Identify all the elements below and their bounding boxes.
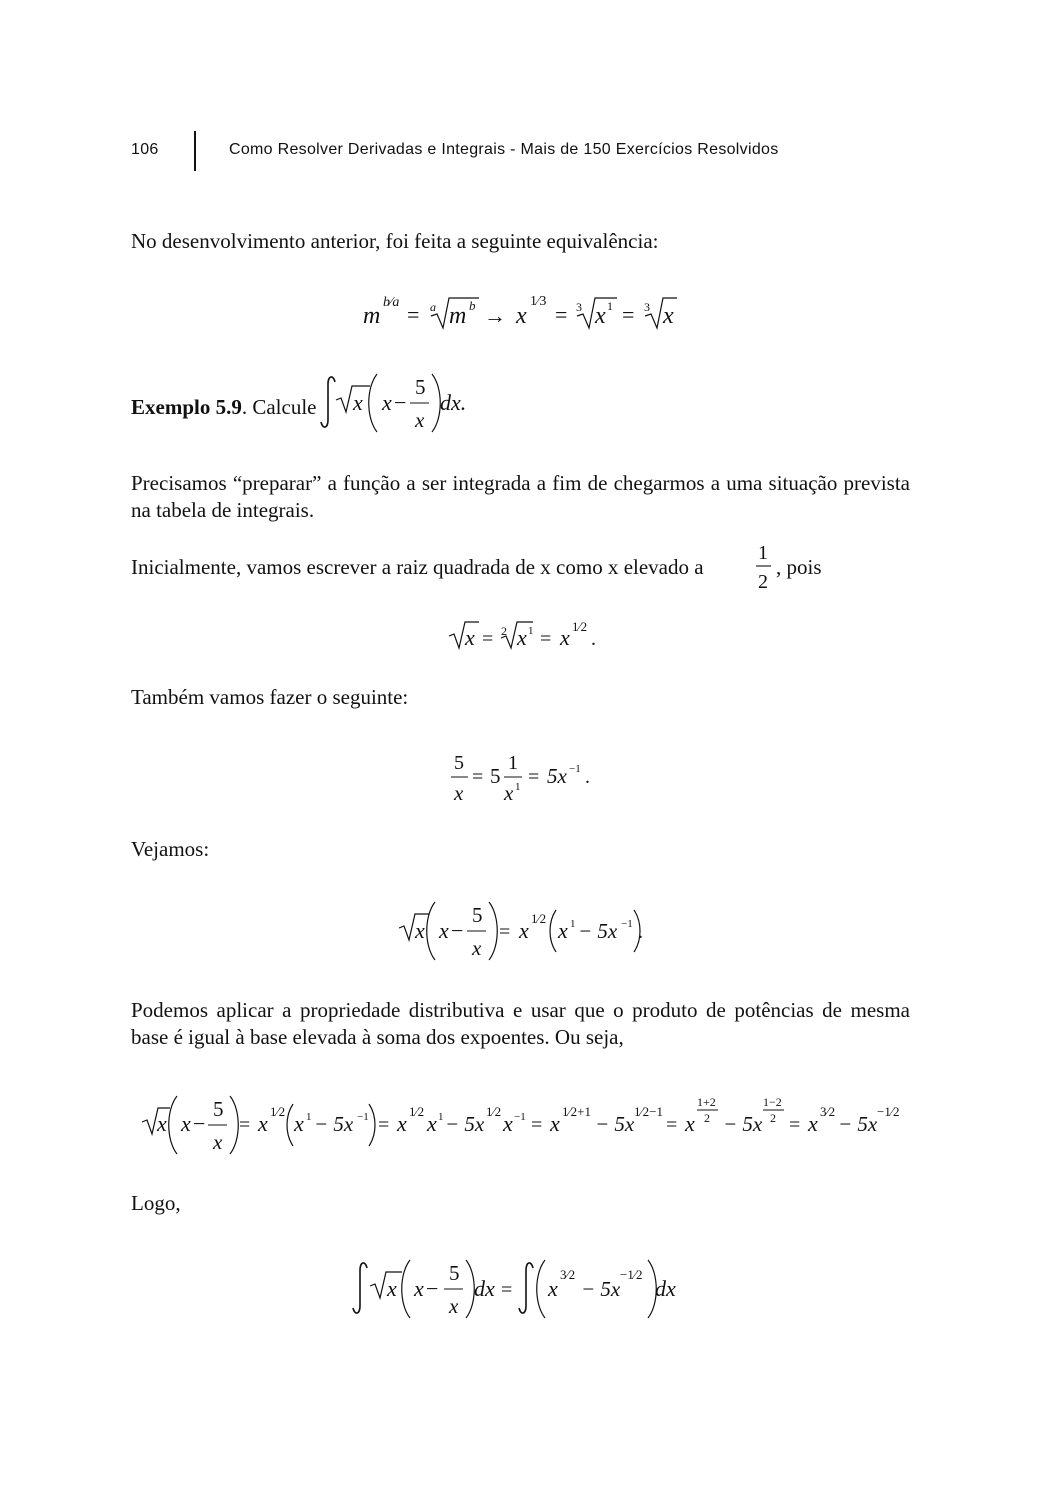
- equation-root-equivalence: [355, 284, 695, 336]
- eq6-minus: −: [426, 1276, 439, 1301]
- eq5-eq5: =: [789, 1114, 801, 1136]
- eq6-integral-2: [519, 1263, 533, 1313]
- eq1-arrow: →: [484, 303, 506, 328]
- eq3-num-5: 5: [454, 752, 464, 774]
- eq2-index-2: 2: [501, 624, 507, 638]
- eq3-den-x1: x: [504, 781, 514, 805]
- example-label: Exemplo 5.9: [131, 395, 242, 419]
- equation-distributive-expansion: [138, 1090, 910, 1160]
- eq5-x1-a: x: [294, 1111, 304, 1136]
- ex-x: x: [382, 390, 392, 415]
- eq4-x-half: x: [519, 918, 529, 943]
- eq4-x1: x: [558, 918, 568, 943]
- book-title: Como Resolver Derivadas e Integrais - Mais de 150 Exercícios Resolvidos: [229, 141, 779, 158]
- eq2-eq2: =: [540, 628, 552, 650]
- eq3-den-exp-1: 1: [515, 781, 521, 793]
- eq2-x3: x: [560, 625, 570, 650]
- eq6-rparen: [466, 1260, 474, 1318]
- eq4-lparen-2: [550, 910, 556, 952]
- eq1-exp-1: 1: [607, 299, 613, 313]
- eq2-eq1: =: [482, 628, 494, 650]
- eq5-num-5: 5: [213, 1097, 224, 1121]
- eq3-num-1: 1: [508, 752, 518, 774]
- eq1-x2: x: [595, 303, 606, 329]
- eq3-exp-neg1: −1: [569, 763, 581, 775]
- eq4-minus: −: [451, 918, 464, 943]
- eq4-minus-5x: − 5x: [578, 919, 618, 943]
- eq5-x: x: [181, 1111, 191, 1136]
- ex-rparen: [432, 374, 440, 432]
- eq6-integral-1: [353, 1263, 367, 1313]
- eq5-rparen-2: [369, 1104, 375, 1146]
- eq5-minus-5x-d: − 5x: [723, 1112, 763, 1136]
- eq6-den-x: x: [449, 1294, 459, 1318]
- eq1-m2: m: [449, 303, 467, 329]
- eq5-rparen: [230, 1096, 238, 1154]
- eq5-exp-1minus2: 1−2: [763, 1095, 782, 1109]
- eq4-exp-neg1: −1: [621, 918, 633, 930]
- paragraph-distributive: Podemos aplicar a propriedade distributiva e usar que o produto de potências de mesma base é igual à base elevada à soma dos expoentes. Ou seja,: [131, 998, 910, 1049]
- eq5-exp-half-plus1: 1⁄2+1: [562, 1104, 592, 1119]
- page-number: 106: [131, 141, 159, 158]
- eq5-x-c: x: [503, 1111, 513, 1136]
- eq2-x1: x: [465, 625, 475, 650]
- eq1-exp-b: b: [469, 298, 476, 313]
- eq6-dx-1: dx: [474, 1276, 495, 1301]
- eq5-exp-half-a: 1⁄2: [270, 1104, 286, 1119]
- eq5-exp-neg1-b: −1: [514, 1111, 526, 1123]
- eq6-x: x: [414, 1276, 424, 1301]
- eq5-sqrt-x: x: [157, 1111, 167, 1136]
- example-integral: [322, 370, 472, 436]
- eq1-index-3a: 3: [576, 300, 582, 314]
- inline-frac-den: 2: [758, 571, 768, 593]
- eq5-exp-three-half: 3⁄2: [820, 1104, 836, 1119]
- eq6-x-b: x: [548, 1276, 558, 1301]
- eq1-x1: x: [516, 303, 527, 329]
- eq6-exp-neg-half: −1⁄2: [620, 1267, 643, 1282]
- eq1-m: m: [363, 303, 381, 329]
- eq5-x1-b: x: [427, 1111, 437, 1136]
- eq5-x-f: x: [808, 1111, 818, 1136]
- eq5-eq4: =: [666, 1114, 678, 1136]
- ex-frac-den: x: [415, 408, 425, 432]
- eq5-exp-half-b: 1⁄2: [409, 1104, 425, 1119]
- eq5-minus-5x-a: − 5x: [314, 1112, 354, 1136]
- ex-lparen: [369, 374, 377, 432]
- ex-frac-num: 5: [415, 375, 426, 399]
- ex-dx: dx.: [440, 390, 467, 415]
- eq4-lparen: [427, 902, 435, 960]
- eq5-lparen-2: [287, 1104, 293, 1146]
- eq5-x-b: x: [397, 1111, 407, 1136]
- eq4-num-5: 5: [472, 903, 483, 927]
- eq4-x: x: [439, 918, 449, 943]
- eq3-eq1: =: [472, 766, 484, 788]
- header-divider: [194, 131, 196, 171]
- eq5-x-a: x: [258, 1111, 268, 1136]
- eq6-radical: [370, 1272, 402, 1298]
- inline-frac-num: 1: [758, 542, 768, 564]
- paragraph-prepare: Precisamos “preparar” a função a ser integrada a fim de chegarmos a uma situação prevista na tabela de integrais.: [131, 471, 910, 522]
- eq5-exp-half-minus1: 1⁄2−1: [634, 1104, 664, 1119]
- eq5-x-d: x: [550, 1111, 560, 1136]
- eq5-lparen: [169, 1096, 177, 1154]
- eq2-period: .: [591, 628, 596, 650]
- eq1-eq2: =: [555, 302, 568, 327]
- eq5-exp-neg1-a: −1: [357, 1111, 369, 1123]
- equation-rewrite: [395, 898, 655, 964]
- eq3-eq2: =: [528, 766, 540, 788]
- ex-integral-sign: [321, 377, 335, 427]
- eq5-minus: −: [193, 1111, 206, 1136]
- eq1-exp-third: 1⁄3: [530, 294, 547, 309]
- paragraph-initially: [131, 554, 704, 581]
- eq6-dx-2: dx: [655, 1276, 676, 1301]
- eq1-index-a: a: [430, 300, 436, 314]
- eq3-5x: 5x: [547, 764, 567, 788]
- eq5-x-e: x: [685, 1111, 695, 1136]
- eq2-exp-half: 1⁄2: [572, 619, 588, 634]
- eq6-num-5: 5: [449, 1261, 460, 1285]
- equation-sqrt-power: [445, 614, 605, 658]
- eq3-coef-5: 5: [490, 764, 501, 788]
- eq5-exp-1-b: 1: [438, 1111, 444, 1123]
- eq5-minus-5x-e: − 5x: [838, 1112, 878, 1136]
- eq1-eq1: =: [407, 302, 420, 327]
- eq5-minus-5x-c: − 5x: [595, 1112, 635, 1136]
- eq6-eq: =: [501, 1279, 513, 1301]
- p3-text-start: Inicialmente, vamos escrever a raiz quadrada de x como x elevado a: [131, 555, 704, 579]
- paragraph-therefore: Logo,: [131, 1191, 181, 1215]
- eq5-exp-half-c: 1⁄2: [486, 1104, 502, 1119]
- eq6-lparen-2: [537, 1260, 545, 1318]
- ex-sqrt-x: x: [353, 390, 363, 415]
- eq6-sqrt-x: x: [387, 1276, 397, 1301]
- eq4-period: .: [638, 921, 643, 943]
- equation-final-integral: [355, 1256, 695, 1322]
- eq5-exp-neg-half: −1⁄2: [877, 1104, 900, 1119]
- eq5-den-x: x: [213, 1130, 223, 1154]
- equation-five-over-x: [446, 746, 606, 808]
- eq1-exp-ba: b⁄a: [383, 295, 400, 310]
- eq2-x2: x: [517, 625, 527, 650]
- eq5-exp-1plus2: 1+2: [697, 1095, 716, 1109]
- eq5-eq3: =: [531, 1114, 543, 1136]
- eq1-x3: x: [663, 303, 674, 329]
- eq5-eq1: =: [239, 1114, 251, 1136]
- eq5-exp-1-a: 1: [306, 1111, 312, 1123]
- eq5-exp-den-2b: 2: [770, 1111, 776, 1125]
- inline-half-fraction: [753, 540, 775, 594]
- eq3-period: .: [585, 766, 590, 788]
- eq4-exp-1: 1: [570, 918, 576, 930]
- eq6-minus-5x: − 5x: [581, 1277, 621, 1301]
- eq4-den-x: x: [472, 936, 482, 960]
- eq1-index-3b: 3: [644, 300, 650, 314]
- eq1-eq3: =: [622, 302, 635, 327]
- eq4-eq: =: [499, 921, 511, 943]
- eq6-lparen: [402, 1260, 410, 1318]
- eq4-exp-half: 1⁄2: [531, 911, 547, 926]
- example-line: [131, 395, 316, 420]
- eq6-exp-three-half: 3⁄2: [560, 1267, 576, 1282]
- eq4-sqrt-x: x: [415, 918, 425, 943]
- eq3-den-x: x: [454, 781, 464, 805]
- eq4-rparen: [489, 902, 497, 960]
- paragraph-also: Também vamos fazer o seguinte:: [131, 685, 409, 709]
- paragraph-intro: No desenvolvimento anterior, foi feita a seguinte equivalência:: [131, 229, 659, 253]
- eq5-eq2: =: [378, 1114, 390, 1136]
- ex-minus: −: [394, 390, 407, 415]
- eq5-exp-den-2a: 2: [704, 1111, 710, 1125]
- paragraph-lets-see: Vejamos:: [131, 837, 210, 861]
- example-text: . Calcule: [241, 395, 317, 419]
- eq2-exp-1: 1: [528, 625, 534, 637]
- p3-end: , pois: [776, 555, 822, 579]
- eq5-minus-5x-b: − 5x: [445, 1112, 485, 1136]
